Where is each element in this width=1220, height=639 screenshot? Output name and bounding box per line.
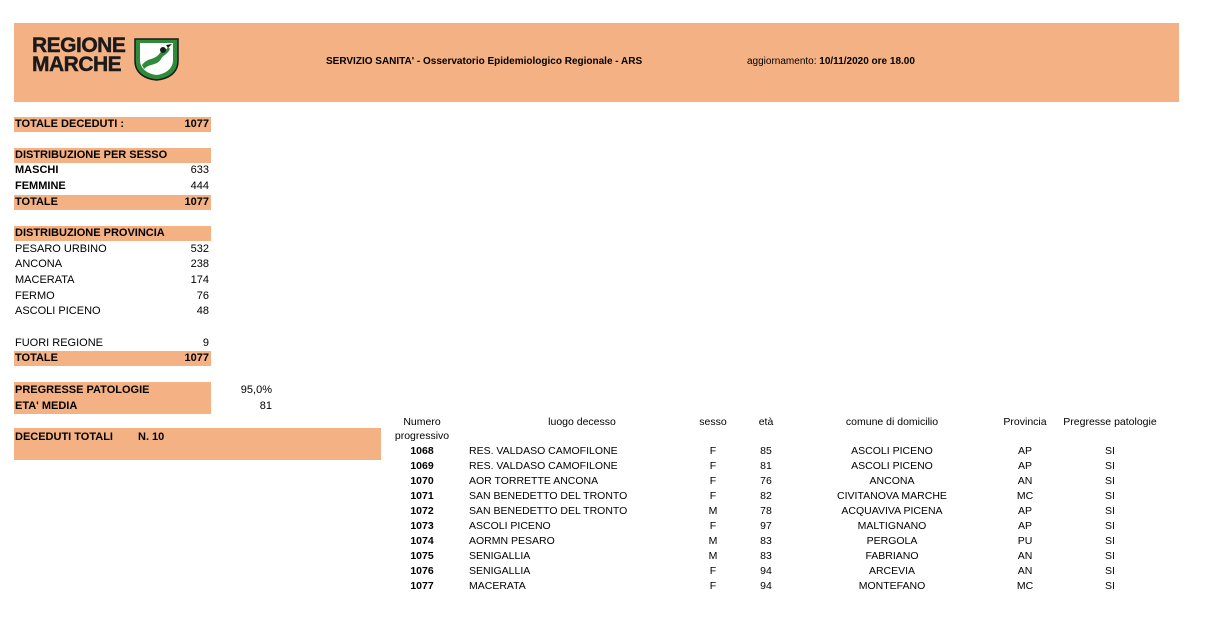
sesso-value: 633 xyxy=(190,164,209,176)
cell-sesso: F xyxy=(709,580,717,592)
provincia-total-row xyxy=(14,351,211,366)
cell-provincia: AP xyxy=(1017,520,1032,532)
table-row xyxy=(392,505,1172,520)
provincia-value: 238 xyxy=(190,258,209,270)
cell-comune: ASCOLI PICENO xyxy=(851,460,933,472)
header-luogo: luogo decesso xyxy=(548,416,616,428)
totale-deceduti-label: TOTALE DECEDUTI : xyxy=(15,118,124,130)
cell-comune: FABRIANO xyxy=(865,550,919,562)
totale-deceduti-value: 1077 xyxy=(184,118,209,130)
totale-deceduti-row xyxy=(14,117,211,132)
cell-numero: 1073 xyxy=(410,520,434,532)
cell-patologie: SI xyxy=(1105,505,1115,517)
logo-text xyxy=(32,36,125,74)
cell-sesso: F xyxy=(709,475,717,487)
cell-luogo: SAN BENEDETTO DEL TRONTO xyxy=(469,505,628,517)
table-row xyxy=(392,445,1172,460)
cell-numero: 1077 xyxy=(410,580,434,592)
header-numero-line2: progressivo xyxy=(394,430,450,442)
cell-comune: ANCONA xyxy=(869,475,915,487)
patologie-label: PREGRESSE PATOLOGIE xyxy=(15,384,150,396)
cell-eta: 83 xyxy=(760,535,772,547)
cell-sesso: M xyxy=(708,505,718,517)
cell-numero: 1070 xyxy=(410,475,434,487)
cell-comune: MONTEFANO xyxy=(858,580,926,592)
cell-comune: PERGOLA xyxy=(866,535,918,547)
cell-numero: 1068 xyxy=(410,445,434,457)
deceduti-totali-label: DECEDUTI TOTALI xyxy=(15,431,113,443)
provincia-title-row xyxy=(14,226,211,241)
sesso-value: 444 xyxy=(190,180,209,192)
cell-eta: 81 xyxy=(760,460,772,472)
cell-numero: 1074 xyxy=(410,535,434,547)
cell-eta: 82 xyxy=(760,490,772,502)
cell-eta: 76 xyxy=(760,475,772,487)
cell-provincia: AP xyxy=(1017,445,1032,457)
sesso-title-row xyxy=(14,148,211,163)
cell-eta: 85 xyxy=(760,445,772,457)
cell-comune: CIVITANOVA MARCHE xyxy=(837,490,947,502)
patologie-value: 95,0% xyxy=(240,384,272,396)
table-row xyxy=(392,550,1172,565)
cell-luogo: ASCOLI PICENO xyxy=(469,520,551,532)
fuori-regione-label: FUORI REGIONE xyxy=(15,337,104,349)
provincia-row xyxy=(14,289,211,304)
provincia-value: 532 xyxy=(190,243,209,255)
table-row xyxy=(392,580,1172,595)
provincia-value: 174 xyxy=(190,274,209,286)
cell-sesso: M xyxy=(708,535,718,547)
cell-numero: 1069 xyxy=(410,460,434,472)
cell-provincia: AN xyxy=(1017,550,1033,562)
cell-eta: 97 xyxy=(760,520,772,532)
provincia-total-value: 1077 xyxy=(184,352,209,364)
cell-patologie: SI xyxy=(1105,460,1115,472)
regione-emblem-icon xyxy=(132,35,181,81)
stats-block xyxy=(14,382,211,414)
provincia-row xyxy=(14,304,211,319)
cell-comune: ARCEVIA xyxy=(868,565,916,577)
header-provincia: Provincia xyxy=(1003,416,1047,428)
cell-eta: 78 xyxy=(760,505,772,517)
cell-sesso: F xyxy=(709,490,717,502)
sesso-total-row xyxy=(14,195,211,210)
cell-provincia: MC xyxy=(1016,580,1034,592)
sesso-row-maschi xyxy=(14,163,211,178)
cell-provincia: AN xyxy=(1017,565,1033,577)
cell-luogo: SENIGALLIA xyxy=(469,565,531,577)
table-row xyxy=(392,490,1172,505)
cell-eta: 94 xyxy=(760,565,772,577)
cell-provincia: AN xyxy=(1017,475,1033,487)
fuori-regione-row xyxy=(14,336,211,351)
cell-patologie: SI xyxy=(1105,445,1115,457)
fuori-regione-value: 9 xyxy=(202,337,209,349)
cell-patologie: SI xyxy=(1105,565,1115,577)
table-row xyxy=(392,535,1172,550)
header-banner xyxy=(14,23,1179,102)
cell-provincia: AP xyxy=(1017,505,1032,517)
header-comune: comune di domicilio xyxy=(845,416,939,428)
update-value: 10/11/2020 ore 18.00 xyxy=(819,56,915,67)
cell-provincia: MC xyxy=(1016,490,1034,502)
cell-comune: ACQUAVIVA PICENA xyxy=(841,505,943,517)
table-row xyxy=(392,475,1172,490)
cell-luogo: AORMN PESARO xyxy=(469,535,555,547)
cell-patologie: SI xyxy=(1105,550,1115,562)
regione-marche-logo xyxy=(32,36,182,86)
table-row xyxy=(392,460,1172,475)
cell-sesso: F xyxy=(709,565,717,577)
cell-patologie: SI xyxy=(1105,475,1115,487)
eta-media-label: ETA' MEDIA xyxy=(15,400,78,412)
provincia-label: ASCOLI PICENO xyxy=(15,305,101,317)
header-numero xyxy=(392,416,452,442)
provincia-label: FERMO xyxy=(15,290,55,302)
cell-sesso: F xyxy=(709,460,717,472)
cell-sesso: F xyxy=(709,520,717,532)
update-label: aggiornamento: xyxy=(747,56,817,67)
cell-numero: 1071 xyxy=(410,490,434,502)
deceduti-totali-block xyxy=(14,428,381,460)
cell-sesso: M xyxy=(708,550,718,562)
cell-patologie: SI xyxy=(1105,535,1115,547)
table-row xyxy=(392,565,1172,580)
cell-luogo: RES. VALDASO CAMOFILONE xyxy=(469,460,618,472)
cell-comune: MALTIGNANO xyxy=(857,520,927,532)
cell-sesso: F xyxy=(709,445,717,457)
cell-patologie: SI xyxy=(1105,520,1115,532)
service-title: SERVIZIO SANITA' - Osservatorio Epidemiologico Regionale - ARS xyxy=(326,56,643,67)
provincia-total-label: TOTALE xyxy=(15,352,58,364)
cell-eta: 94 xyxy=(760,580,772,592)
sesso-total-label: TOTALE xyxy=(15,196,58,208)
provincia-label: PESARO URBINO xyxy=(15,243,107,255)
cell-provincia: AP xyxy=(1017,460,1032,472)
provincia-label: MACERATA xyxy=(15,274,75,286)
cell-luogo: AOR TORRETTE ANCONA xyxy=(469,475,599,487)
deceduti-totali-count: N. 10 xyxy=(138,431,165,443)
eta-media-value: 81 xyxy=(259,400,272,412)
sesso-title: DISTRIBUZIONE PER SESSO xyxy=(15,149,168,161)
header-eta: età xyxy=(758,416,774,428)
provincia-value: 76 xyxy=(196,290,209,302)
cell-eta: 83 xyxy=(760,550,772,562)
cell-luogo: SAN BENEDETTO DEL TRONTO xyxy=(469,490,628,502)
provincia-title: DISTRIBUZIONE PROVINCIA xyxy=(15,227,165,239)
cell-luogo: MACERATA xyxy=(469,580,526,592)
table-row xyxy=(392,520,1172,535)
cell-provincia: PU xyxy=(1017,535,1033,547)
header-numero-line1: Numero xyxy=(403,416,441,428)
cell-luogo: RES. VALDASO CAMOFILONE xyxy=(469,445,618,457)
sesso-total-value: 1077 xyxy=(184,196,209,208)
provincia-row xyxy=(14,242,211,257)
logo-line2: MARCHE xyxy=(32,53,122,76)
provincia-row xyxy=(14,273,211,288)
cell-numero: 1072 xyxy=(410,505,434,517)
provincia-label: ANCONA xyxy=(15,258,63,270)
header-sesso: sesso xyxy=(699,416,727,428)
cell-numero: 1076 xyxy=(410,565,434,577)
cell-numero: 1075 xyxy=(410,550,434,562)
sesso-label: MASCHI xyxy=(15,164,59,176)
provincia-value: 48 xyxy=(196,305,209,317)
sesso-row-femmine xyxy=(14,179,211,194)
cell-comune: ASCOLI PICENO xyxy=(851,445,933,457)
sesso-label: FEMMINE xyxy=(15,180,66,192)
header-patologie: Pregresse patologie xyxy=(1063,416,1157,428)
cell-luogo: SENIGALLIA xyxy=(469,550,531,562)
cell-patologie: SI xyxy=(1105,580,1115,592)
provincia-row xyxy=(14,257,211,272)
cell-patologie: SI xyxy=(1105,490,1115,502)
logo-line1: REGIONE xyxy=(32,34,126,57)
update-timestamp xyxy=(747,56,915,67)
